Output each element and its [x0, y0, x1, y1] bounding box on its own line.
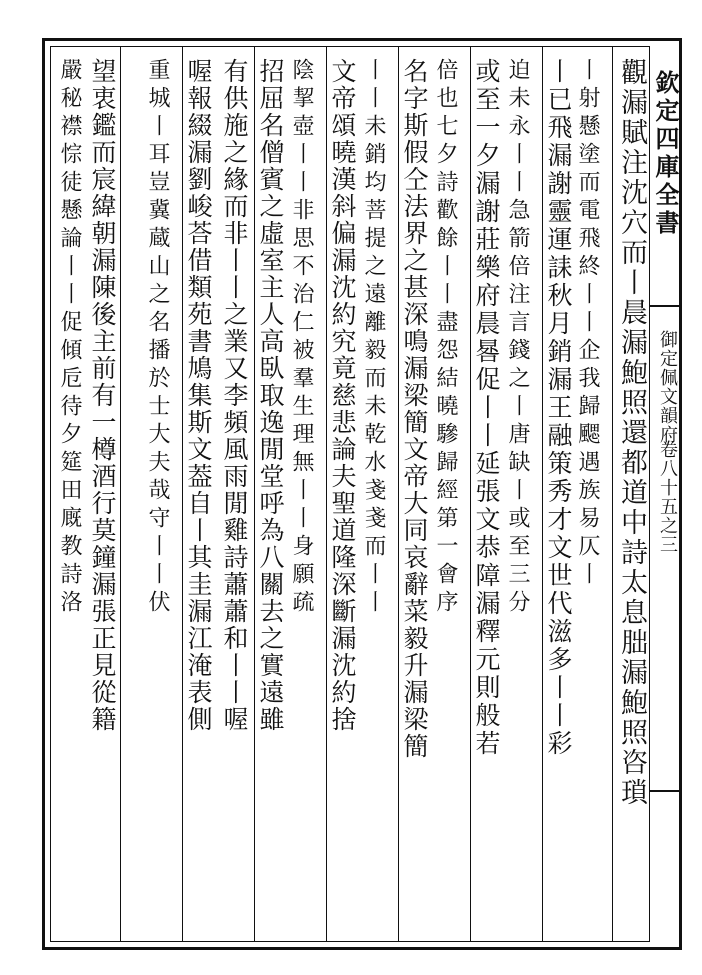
book-subtitle: 御定佩文韻府 — [657, 330, 678, 444]
column-rule — [254, 47, 255, 941]
column-rule — [326, 47, 327, 941]
column-rule — [398, 47, 399, 941]
text-column-10: 陰挈壺丨丨非思不治仁被羣生理無丨丨身願疏 — [289, 58, 314, 618]
text-column-5: 或至一夕漏謝莊樂府晨晷促丨丨延張文恭障漏釋元則般若 — [472, 58, 501, 758]
column-rule — [542, 47, 543, 941]
text-column-16: 嚴秘襟悰徒懸論丨丨促傾卮待夕筵田廐教詩洛 — [57, 58, 82, 618]
column-rule — [120, 47, 121, 941]
header-divider-top — [650, 305, 680, 307]
column-rule — [182, 47, 183, 941]
column-rule — [470, 47, 471, 941]
text-column-12: 有供施之緣而非丨丨之業又李頻風雨閒雞詩蕭蕭和丨丨喔 — [220, 58, 249, 733]
text-column-1: 觀漏賦注沈穴而丨晨漏鮑照還都道中詩太息朏漏鮑照咨瑣 — [616, 58, 647, 808]
text-column-7: 名字斯假仝法界之甚深鳴漏梁簡文帝大同哀辭菜毅升漏梁簡 — [400, 58, 429, 760]
text-column-13: 喔報綴漏劉峻荅借類苑書鳩集斯文葢自丨其圭漏江淹表側 — [184, 58, 213, 733]
text-column-3: 丨已飛漏謝靈運誄秋月銷漏王融策秀才文世代滋多丨丨彩 — [544, 58, 573, 758]
text-column-6: 倍也七夕詩歡餘丨丨盡怨結曉驂歸經第一會序 — [433, 58, 458, 618]
text-column-15: 望衷鑑而宸緯朝漏陳後主前有一樽酒行莫鐘漏張正見從籍 — [88, 58, 117, 733]
column-rule — [612, 47, 613, 941]
text-column-4: 迫未永丨丨急箭倍注言錢之丨唐缺丨或至三分 — [505, 58, 530, 618]
text-column-8: 丨丨未銷均菩提之遠離毅而未乾水戔戔而丨丨 — [361, 58, 386, 618]
volume-label: 卷八十五之三 — [657, 440, 678, 554]
book-title: 欽定四庫全書 — [651, 70, 680, 238]
text-column-14: 重城丨耳豈冀蔵山之名播於士大夫哉守丨丨伏 — [145, 58, 170, 618]
header-divider-bottom — [650, 790, 680, 792]
text-column-2: 丨射懸塗而電飛終丨丨企我歸颸遇族易仄丨 — [575, 58, 600, 590]
text-column-9: 文帝頌曉漢斜偏漏沈約究竟慈悲論夫聖道隆深斷漏沈約捨 — [328, 58, 357, 733]
text-column-11: 招屈名僧賓之虛室主人高臥取逸閒堂呼為八關去之實遠雖 — [256, 58, 285, 733]
